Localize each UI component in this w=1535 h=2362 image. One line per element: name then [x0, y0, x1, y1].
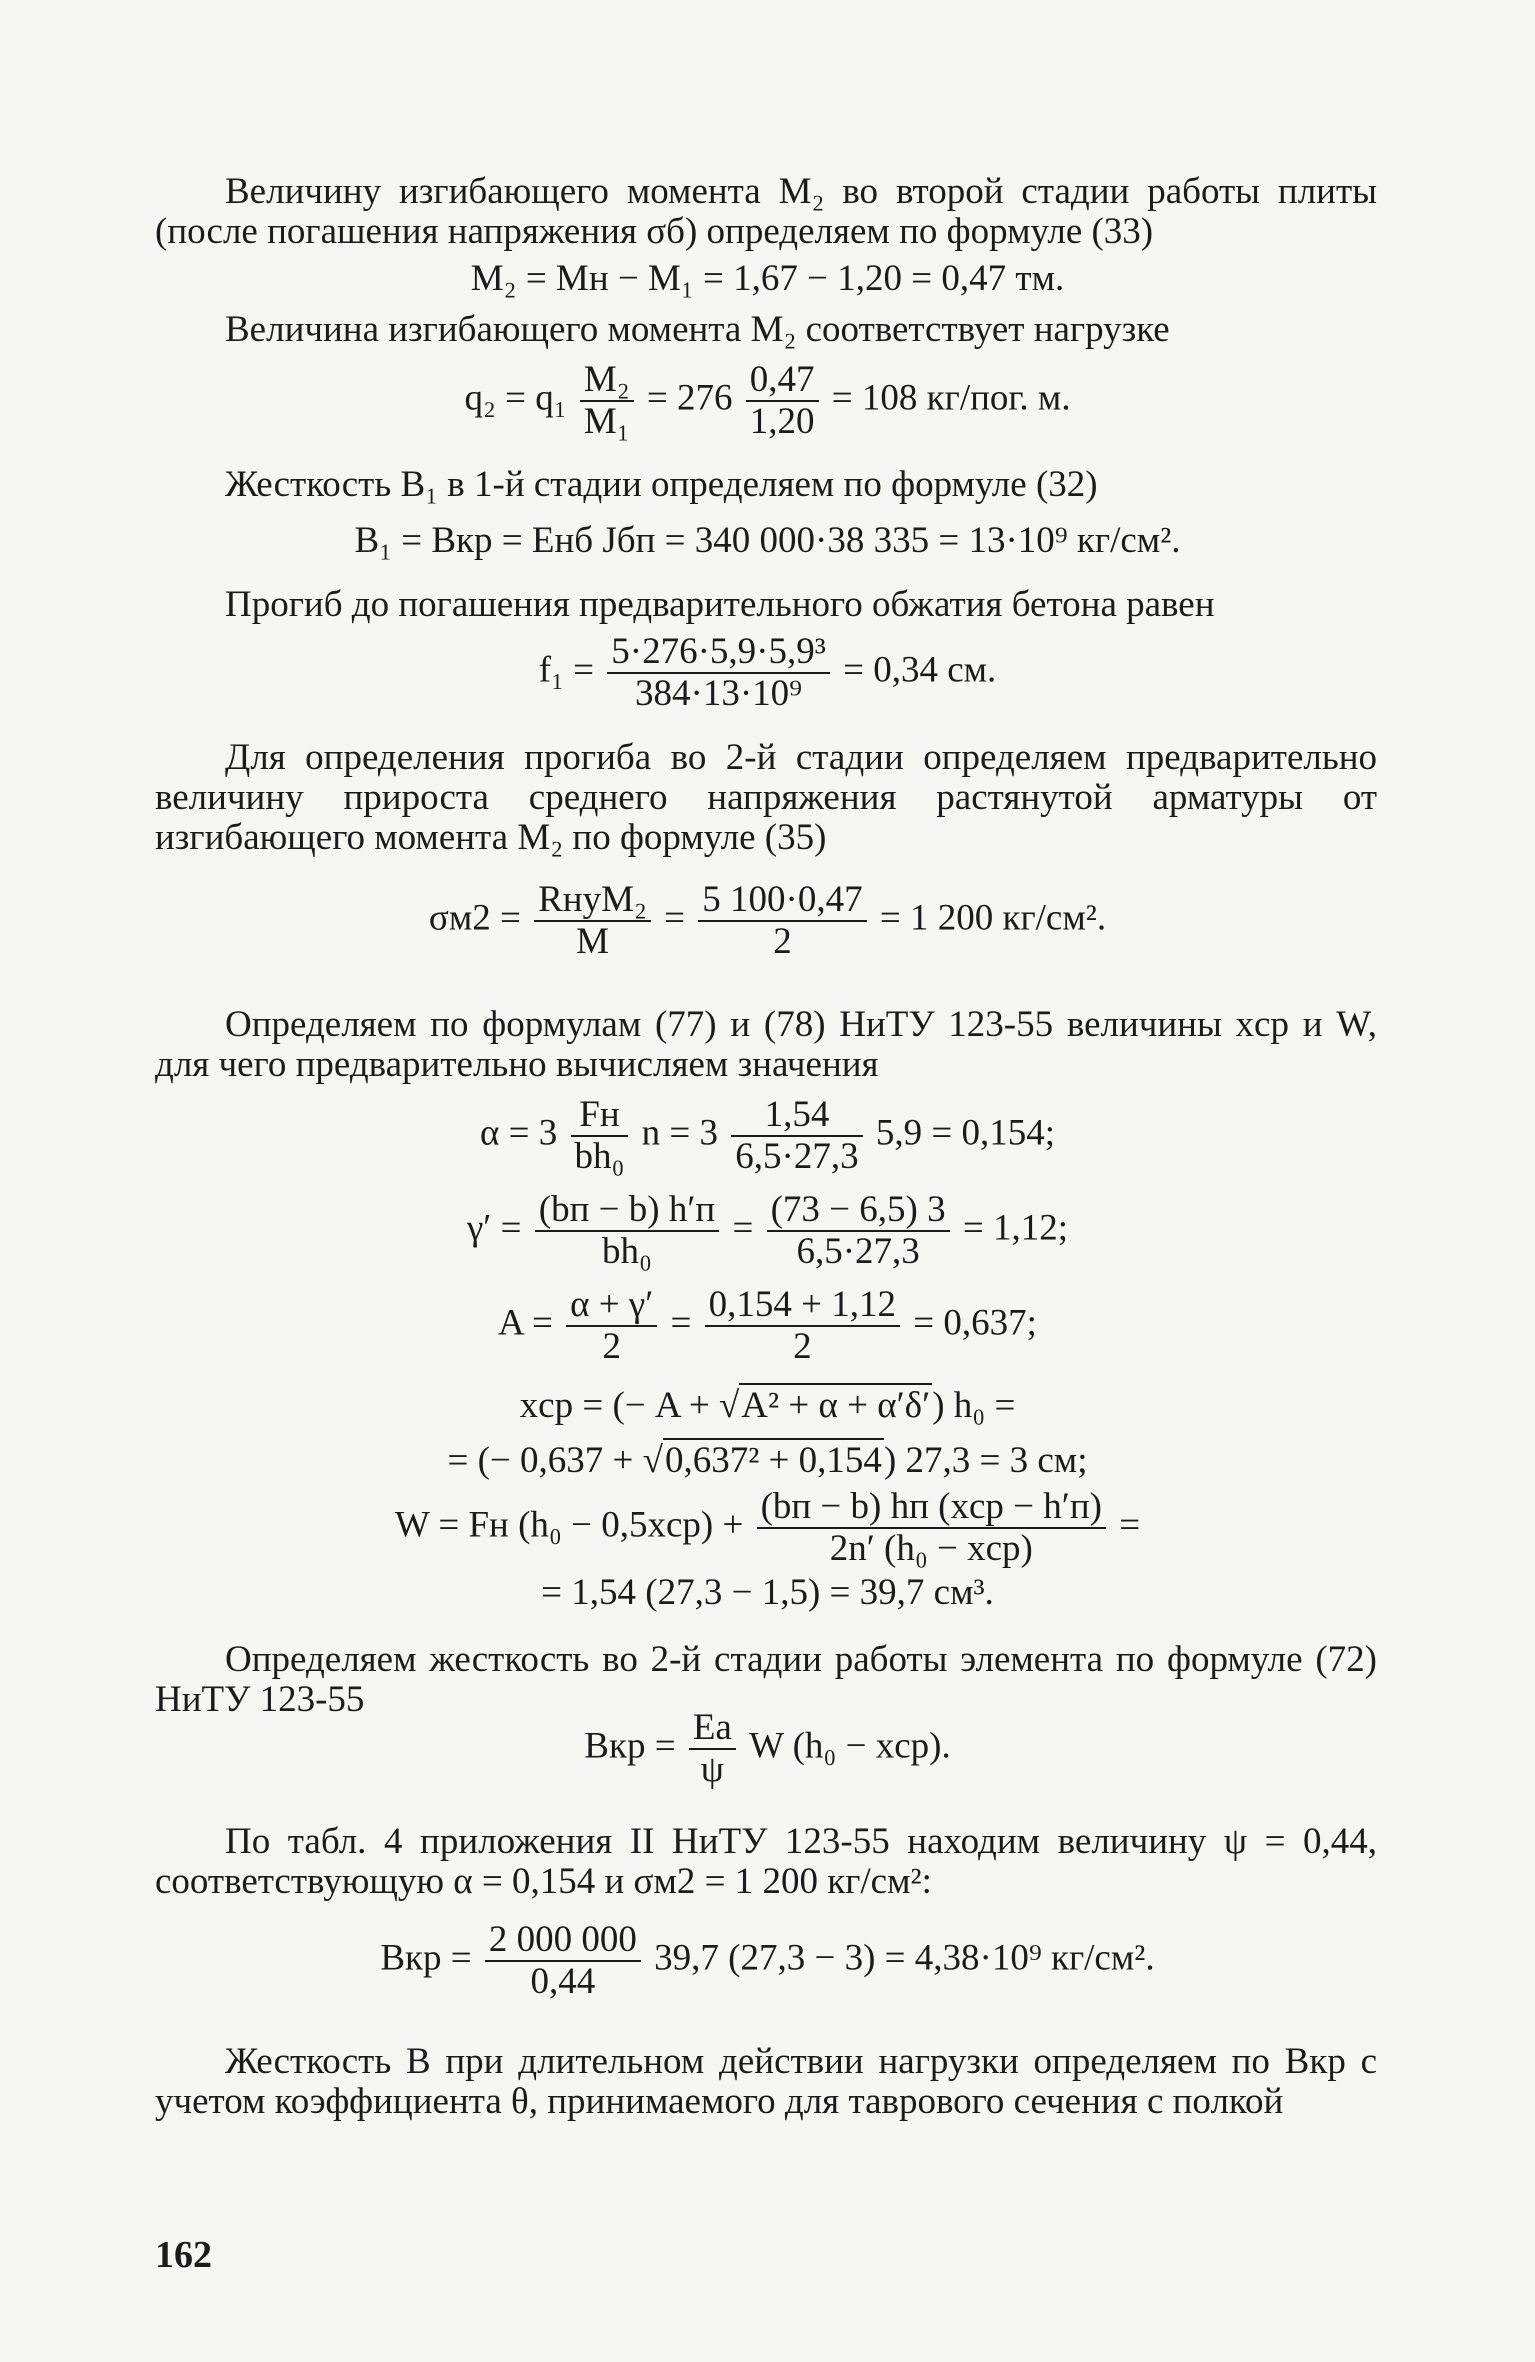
paragraph-stiffness-b1: Жесткость B₁ в 1-й стадии определяем по формуле (32) [225, 464, 1098, 505]
paragraph-load: Величина изгибающего момента M₂ соответствует нагрузке [225, 309, 1170, 350]
formula-bkr-value: Bкр = $\frac{2 000 000}{0,44}$ 39,7 (27,3 − 3) = 4,38·10⁹ кг/см². [380, 1919, 1155, 2002]
paragraph-deflection: Прогиб до погашения предварительного обжатия бетона равен [225, 584, 1215, 625]
paragraph-m2-intro: Величину изгибающего момента M₂ во второй стадии работы плиты (после погашения напряжения σб) определяем по формуле (33) [155, 171, 1377, 252]
formula-alpha: α = 3 Fн bh₀ n = 3 $\frac{1,54}{6,5\cdot 27,3}$ 5,9 = 0,154; [479, 1094, 1056, 1177]
formula-A: A = $\frac{\alpha + \gamma'}{2}$ = $\frac{0,154 + 1,12}{2}$ = 0,637; [498, 1284, 1037, 1367]
page-number: 162 [155, 2234, 212, 2276]
formula-bkr-general: Bкр = Eа ψ W (h₀ − xср). [584, 1707, 951, 1790]
formula-b1: B₁ = Bкр = Eнб Jбп = 340 000·38 335 = 13·10⁹ кг/см². [354, 520, 1181, 561]
paragraph-table-lookup: По табл. 4 приложения II НиТУ 123-55 находим величину ψ = 0,44, соответствующую α = 0,154 и σм2 = 1 200 кг/см²: [155, 1821, 1377, 1902]
formula-q2: q₂ = q₁ $\frac{\text{M₂}}{\text{M₁}}$ = 276 $\frac{0,47}{1,20}$ = 108 кг/пог. м. [464, 359, 1071, 442]
formula-gamma: γ′ = (bп − b) h′п bh₀ = $\frac{(73 - 6,5) 3}{6,5\cdot 27,3}$ = 1,12; [466, 1189, 1069, 1272]
formula-W: W = Fн (h₀ − 0,5xср) + (bп − b) hп (xср − h′п) 2n′ (h₀ − xср) = [394, 1486, 1141, 1569]
formula-xcp-value: = (− 0,637 + √0,637² + 0,154) 27,3 = 3 см; [447, 1440, 1088, 1481]
paragraph-stage2-stiffness: Определяем жесткость во 2-й стадии работы элемента по формуле (72) НиТУ 123-55 [155, 1639, 1377, 1720]
formula-W-value: = 1,54 (27,3 − 1,5) = 39,7 см³. [541, 1572, 994, 1613]
paragraph-nitu-formulas: Определяем по формулам (77) и (78) НиТУ 123-55 величины xср и W, для чего предварительно вычисляем значения [155, 1004, 1377, 1085]
paragraph-stage2-intro: Для определения прогиба во 2-й стадии определяем предварительно величину прироста среднего напряжения растянутой арматуры от изгибающего момента M₂ по формуле (35) [155, 737, 1377, 858]
formula-m2: M₂ = Mн − M₁ = 1,67 − 1,20 = 0,47 тм. [470, 258, 1065, 299]
formula-f1: f₁ = $\frac{\text{5·276·5,9·5,9³}}{\text{384·13·10⁹}}$ = 0,34 см. [538, 631, 997, 714]
formula-sigma-m2: σм2 = RнуM₂ M = $\frac{5 100\cdot 0,47}{2}$ = 1 200 кг/см². [428, 879, 1107, 962]
paragraph-long-term-stiffness: Жесткость B при длительном действии нагрузки определяем по Bкр с учетом коэффициента θ, принимаемого для таврового сечения с полкой [155, 2041, 1377, 2122]
formula-xcp-general: xср = (− A + √A² + α + α′δ′) h₀ = [519, 1385, 1016, 1426]
